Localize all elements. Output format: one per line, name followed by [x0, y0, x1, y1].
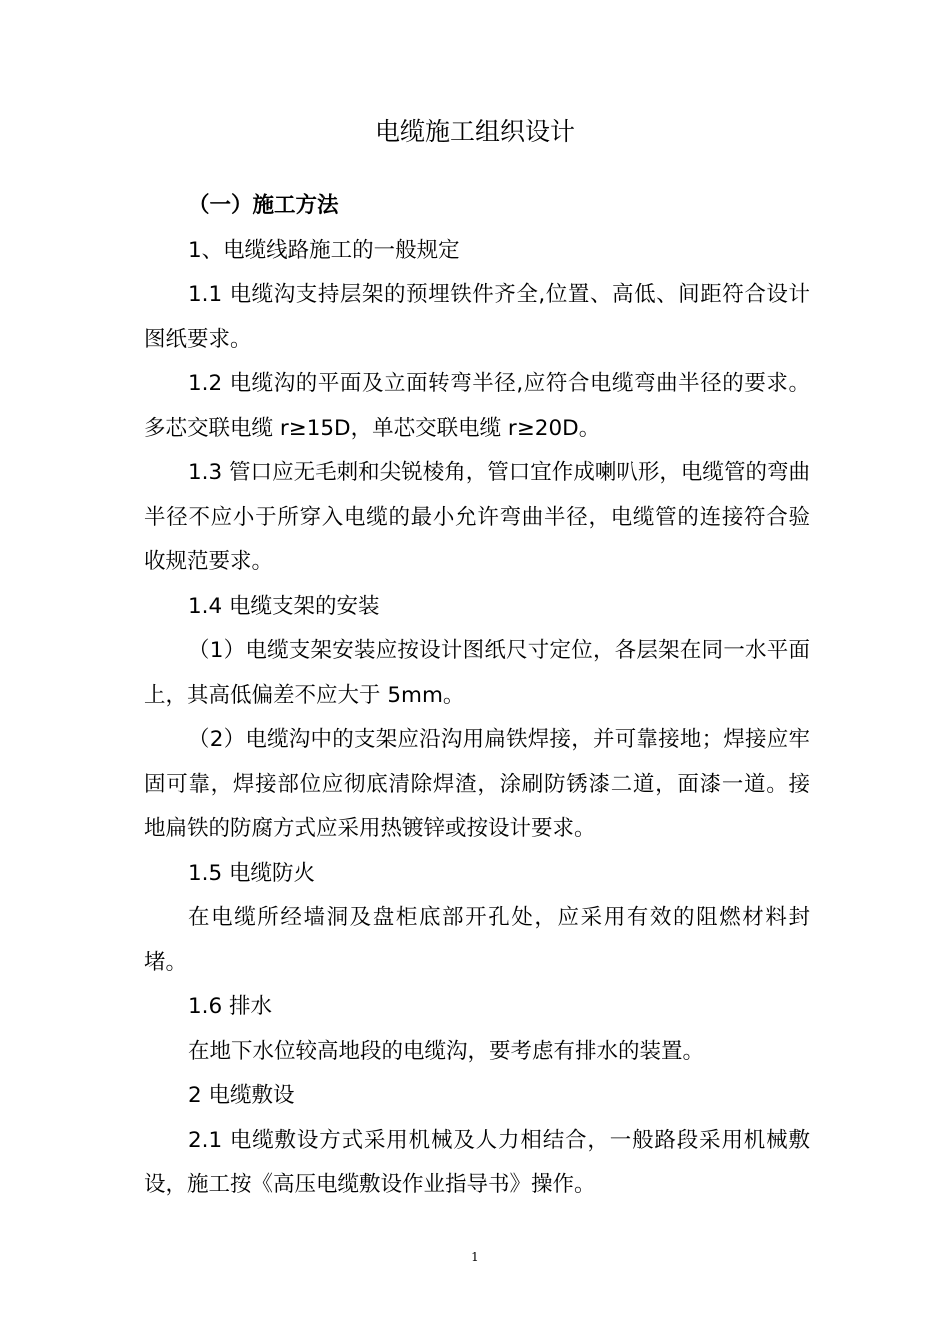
page-number: 1 — [471, 1250, 479, 1264]
paragraph: 1、电缆线路施工的一般规定 — [188, 237, 460, 263]
paragraph: 2 电缆敷设 — [188, 1083, 295, 1108]
section-heading: （一）施工方法 — [188, 193, 339, 218]
paragraph: 1.5 电缆防火 — [188, 860, 316, 886]
paragraph: 1.2 电缆沟的平面及立面转弯半径,应符合电缆弯曲半径的要求。多芯交联电缆 r≥15D，单芯交联电缆 r≥20D。 — [144, 371, 810, 441]
paragraph: 1.3 管口应无毛刺和尖锐棱角，管口宜作成喇叭形，电缆管的弯曲半径不应小于所穿入电缆的最小允许弯曲半径，电缆管的连接符合验收规范要求。 — [144, 460, 810, 574]
paragraph: 在电缆所经墙洞及盘柜底部开孔处，应采用有效的阻燃材料封堵。 — [144, 905, 810, 975]
paragraph: 在地下水位较高地段的电缆沟，要考虑有排水的装置。 — [188, 1038, 705, 1064]
paragraph: 2.1 电缆敷设方式采用机械及人力相结合，一般路段采用机械敷设，施工按《高压电缆敷设作业指导书》操作。 — [144, 1127, 810, 1197]
paragraph: （2）电缆沟中的支架应沿沟用扁铁焊接，并可靠接地；焊接应牢固可靠，焊接部位应彻底清除焊渣，涂刷防锈漆二道，面漆一道。接地扁铁的防腐方式应采用热镀锌或按设计要求。 — [144, 727, 810, 841]
paragraph: 1.6 排水 — [188, 994, 273, 1019]
paragraph: （1）电缆支架安装应按设计图纸尺寸定位，各层架在同一水平面上，其高低偏差不应大于 5mm。 — [144, 638, 810, 708]
paragraph: 1.4 电缆支架的安装 — [188, 593, 380, 619]
document-body — [144, 184, 810, 1208]
paragraph: 1.1 电缆沟支持层架的预埋铁件齐全,位置、高低、间距符合设计图纸要求。 — [144, 282, 810, 352]
document-title: 电缆施工组织设计 — [374, 117, 575, 146]
